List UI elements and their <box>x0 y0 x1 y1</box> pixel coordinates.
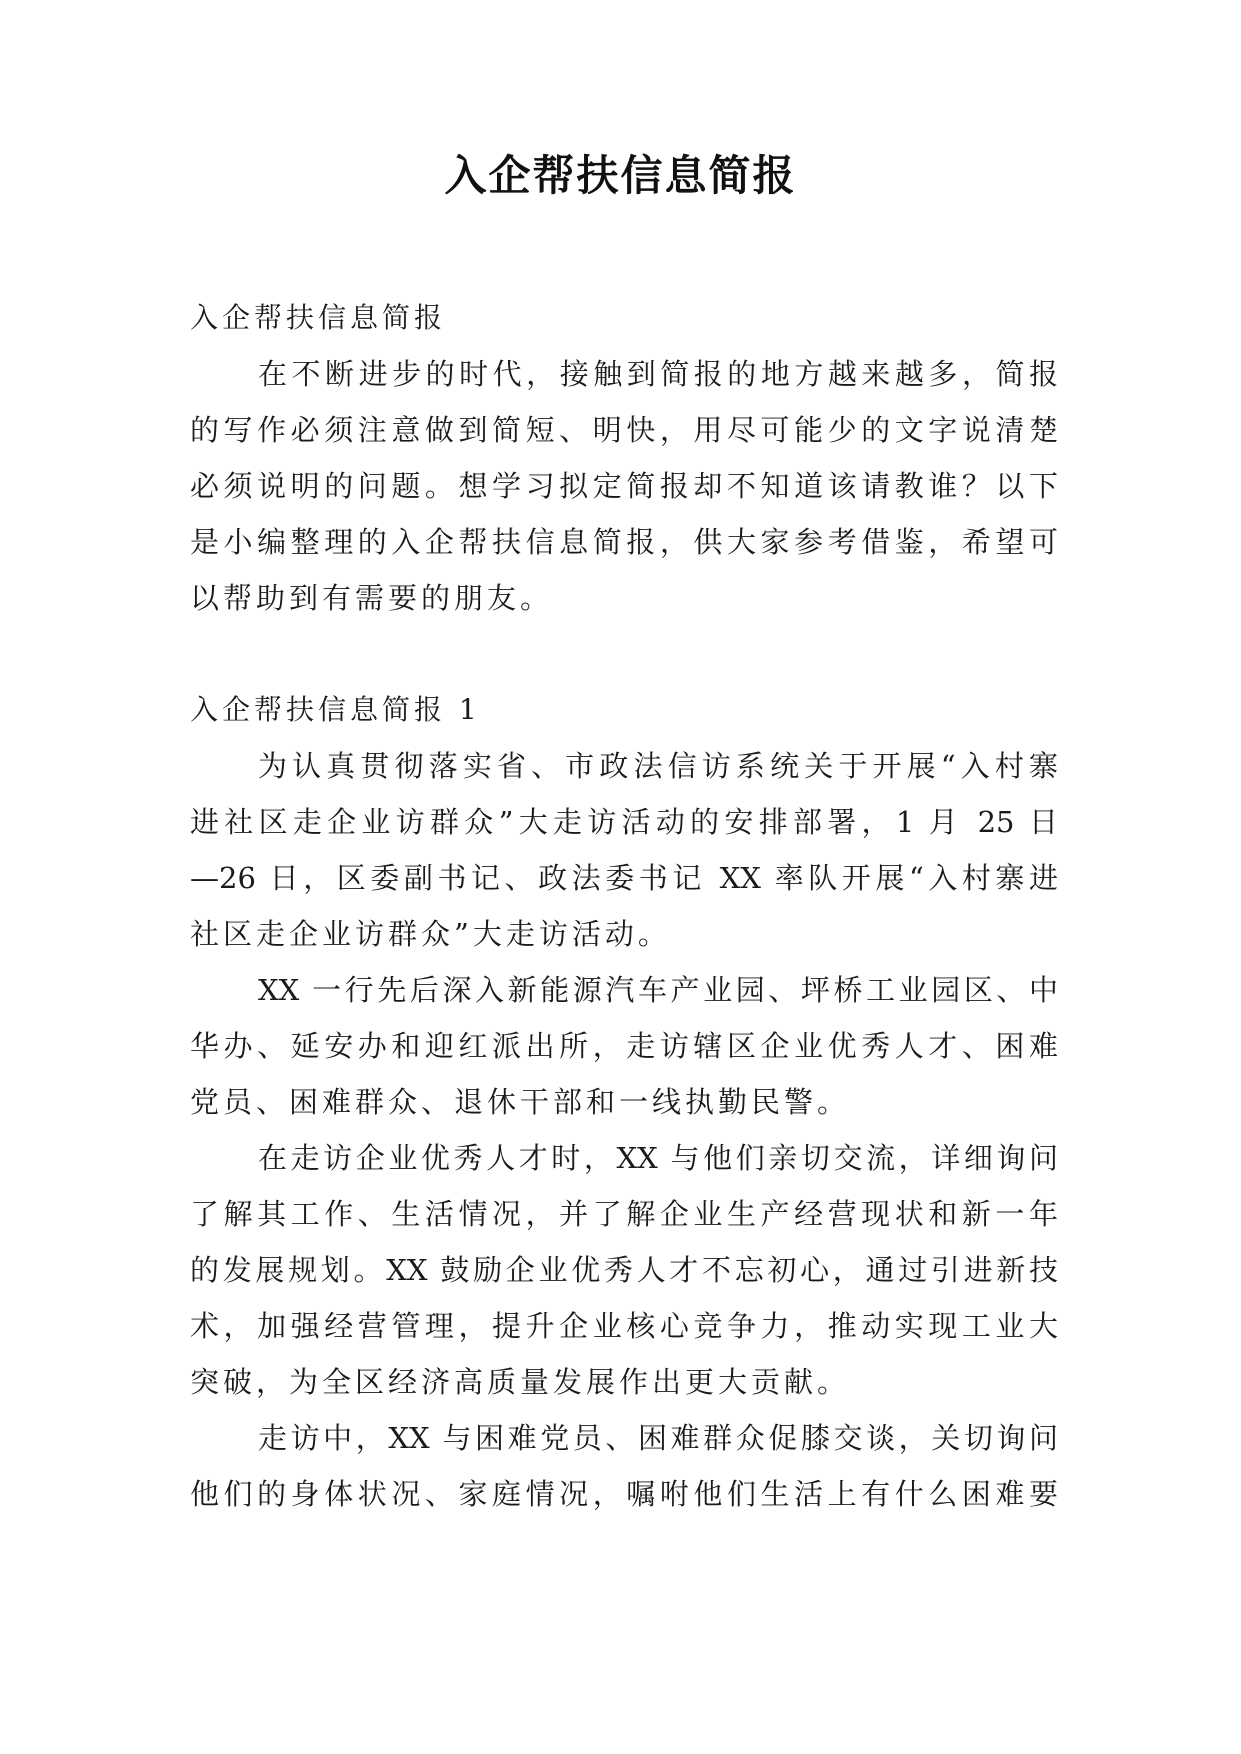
section-heading: 入企帮扶信息简报 1 <box>190 693 481 726</box>
paragraph-line: 的写作必须注意做到简短、明快，用尽可能少的文字说清楚 <box>190 413 1058 447</box>
paragraph-line: 突破，为全区经济高质量发展作出更大贡献。 <box>190 1365 851 1399</box>
document-body <box>190 290 1058 1522</box>
paragraph-line: 华办、延安办和迎红派出所，走访辖区企业优秀人才、困难 <box>190 1029 1058 1063</box>
paragraph-line: 进社区走企业访群众”大走访活动的安排部署，1 月 25 日 <box>190 805 1058 839</box>
paragraph-line: 术，加强经营管理，提升企业核心竞争力，推动实现工业大 <box>190 1309 1058 1343</box>
paragraph-line: 是小编整理的入企帮扶信息简报，供大家参考借鉴，希望可 <box>190 525 1058 559</box>
paragraph-line: 在走访企业优秀人才时，XX 与他们亲切交流，详细询问 <box>258 1141 1058 1175</box>
paragraph-line: 走访中，XX 与困难党员、困难群众促膝交谈，关切询问 <box>258 1421 1058 1455</box>
section-gap <box>190 626 1058 682</box>
paragraph-1 <box>190 738 1058 962</box>
paragraph-line: 社区走企业访群众”大走访活动。 <box>190 917 671 951</box>
document-title: 入企帮扶信息简报 <box>444 151 797 200</box>
intro-heading: 入企帮扶信息简报 <box>190 301 447 334</box>
paragraph-line: XX 一行先后深入新能源汽车产业园、坪桥工业园区、中 <box>258 973 1058 1007</box>
paragraph-line: 为认真贯彻落实省、市政法信访系统关于开展“入村寨 <box>258 749 1058 783</box>
paragraph-line: 必须说明的问题。想学习拟定简报却不知道该请教谁？以下 <box>190 469 1058 503</box>
paragraph-line: 以帮助到有需要的朋友。 <box>190 581 554 615</box>
paragraph-line: 在不断进步的时代，接触到简报的地方越来越多，简报 <box>258 357 1058 391</box>
paragraph-line: 党员、困难群众、退休干部和一线执勤民警。 <box>190 1085 851 1119</box>
paragraph-line: 了解其工作、生活情况，并了解企业生产经营现状和新一年 <box>190 1197 1058 1231</box>
paragraph-2 <box>190 962 1058 1130</box>
paragraph-line: —26 日，区委副书记、政法委书记 XX 率队开展“入村寨进 <box>190 861 1058 895</box>
paragraph-3 <box>190 1130 1058 1410</box>
paragraph-line: 他们的身体状况、家庭情况，嘱咐他们生活上有什么困难要 <box>190 1477 1058 1511</box>
intro-paragraph <box>190 346 1058 626</box>
paragraph-line: 的发展规划。XX 鼓励企业优秀人才不忘初心，通过引进新技 <box>190 1253 1058 1287</box>
paragraph-4 <box>190 1410 1058 1522</box>
